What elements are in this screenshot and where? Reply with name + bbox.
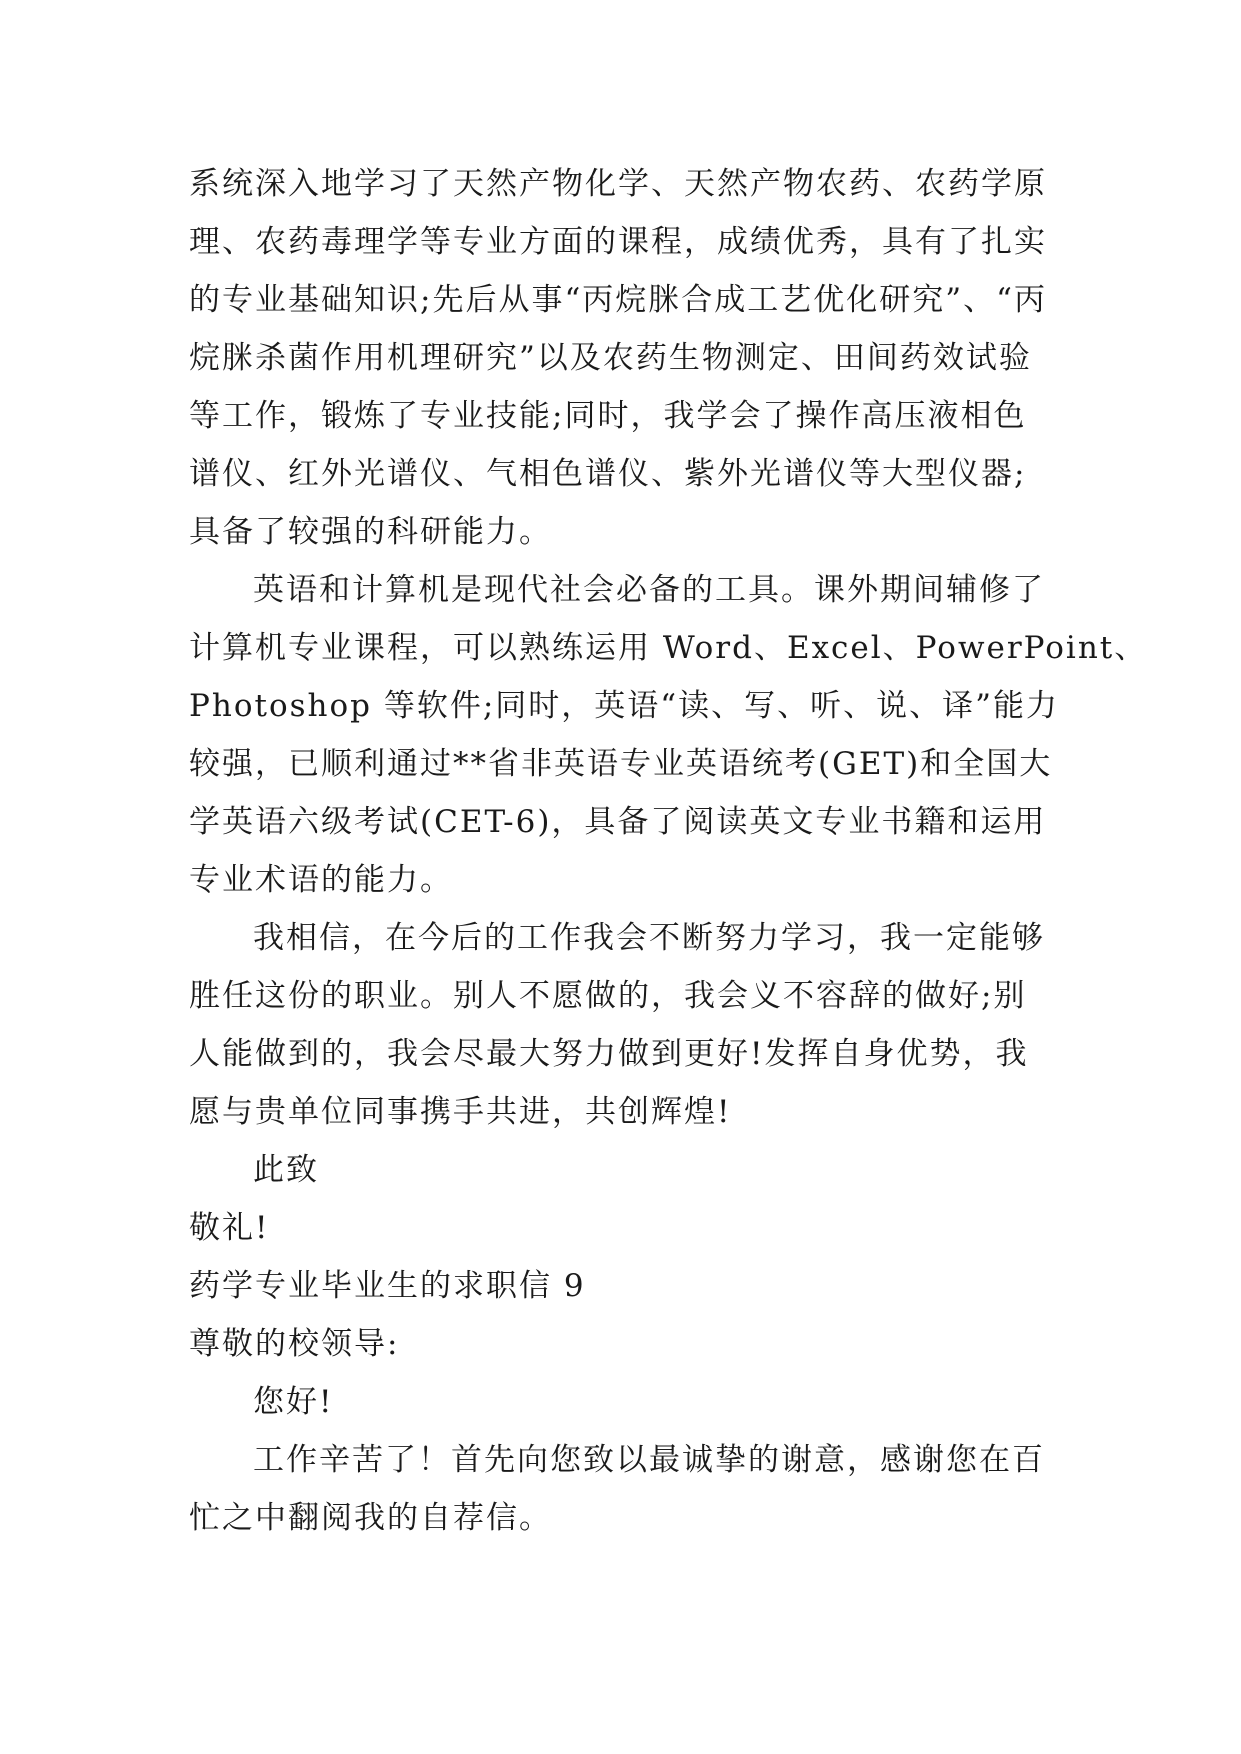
text-line: 愿与贵单位同事携手共进，共创辉煌!	[189, 1094, 732, 1130]
text-line: 等工作，锻炼了专业技能;同时，我学会了操作高压液相色	[189, 398, 1027, 434]
letter-greeting	[189, 1373, 1059, 1431]
paragraph-english-computer	[189, 561, 1148, 909]
text-line: 系统深入地学习了天然产物化学、天然产物农药、农药学原	[189, 166, 1047, 202]
text-line: 理、农药毒理学等专业方面的课程，成绩优秀，具有了扎实	[189, 224, 1047, 260]
paragraph-commitment	[189, 909, 1059, 1141]
text-line: Photoshop 等软件;同时，英语“读、写、听、说、译”能力	[189, 688, 1059, 724]
text-line: 较强，已顺利通过**省非英语专业英语统考(GET)和全国大	[189, 746, 1053, 782]
text-line: 此致	[253, 1152, 319, 1188]
text-line: 计算机专业课程，可以熟练运用 Word、Excel、PowerPoint、	[189, 630, 1148, 666]
text-line: 专业术语的能力。	[189, 862, 453, 898]
text-line: 您好!	[253, 1384, 334, 1420]
paragraph-research-skills	[189, 155, 1059, 561]
text-line: 学英语六级考试(CET-6)，具备了阅读英文专业书籍和运用	[189, 804, 1047, 840]
text-line: 具备了较强的科研能力。	[189, 514, 552, 550]
text-line: 胜任这份的职业。别人不愿做的，我会义不容辞的做好;别	[189, 978, 1027, 1014]
text-line: 工作辛苦了！首先向您致以最诚挚的谢意，感谢您在百	[253, 1442, 1045, 1478]
text-line: 敬礼!	[189, 1210, 270, 1246]
text-line: 人能做到的，我会尽最大努力做到更好!发挥自身优势，我	[189, 1036, 1029, 1072]
document-body	[189, 155, 1148, 1547]
text-line: 烷脒杀菌作用机理研究”以及农药生物测定、田间药效试验	[189, 340, 1032, 376]
text-line: 药学专业毕业生的求职信 9	[189, 1268, 586, 1304]
closing-regards	[189, 1199, 1059, 1257]
text-line: 英语和计算机是现代社会必备的工具。课外期间辅修了	[253, 572, 1045, 608]
closing-salutation	[189, 1141, 1059, 1199]
text-line: 我相信，在今后的工作我会不断努力学习，我一定能够	[253, 920, 1045, 956]
text-line: 忙之中翻阅我的自荐信。	[189, 1500, 552, 1536]
letter-addressee	[189, 1315, 1059, 1373]
text-line: 的专业基础知识;先后从事“丙烷脒合成工艺优化研究”、“丙	[189, 282, 1047, 318]
section-heading	[189, 1257, 1059, 1315]
paragraph-opening	[189, 1431, 1059, 1547]
text-line: 尊敬的校领导:	[189, 1326, 400, 1362]
text-line: 谱仪、红外光谱仪、气相色谱仪、紫外光谱仪等大型仪器;	[189, 456, 1027, 492]
